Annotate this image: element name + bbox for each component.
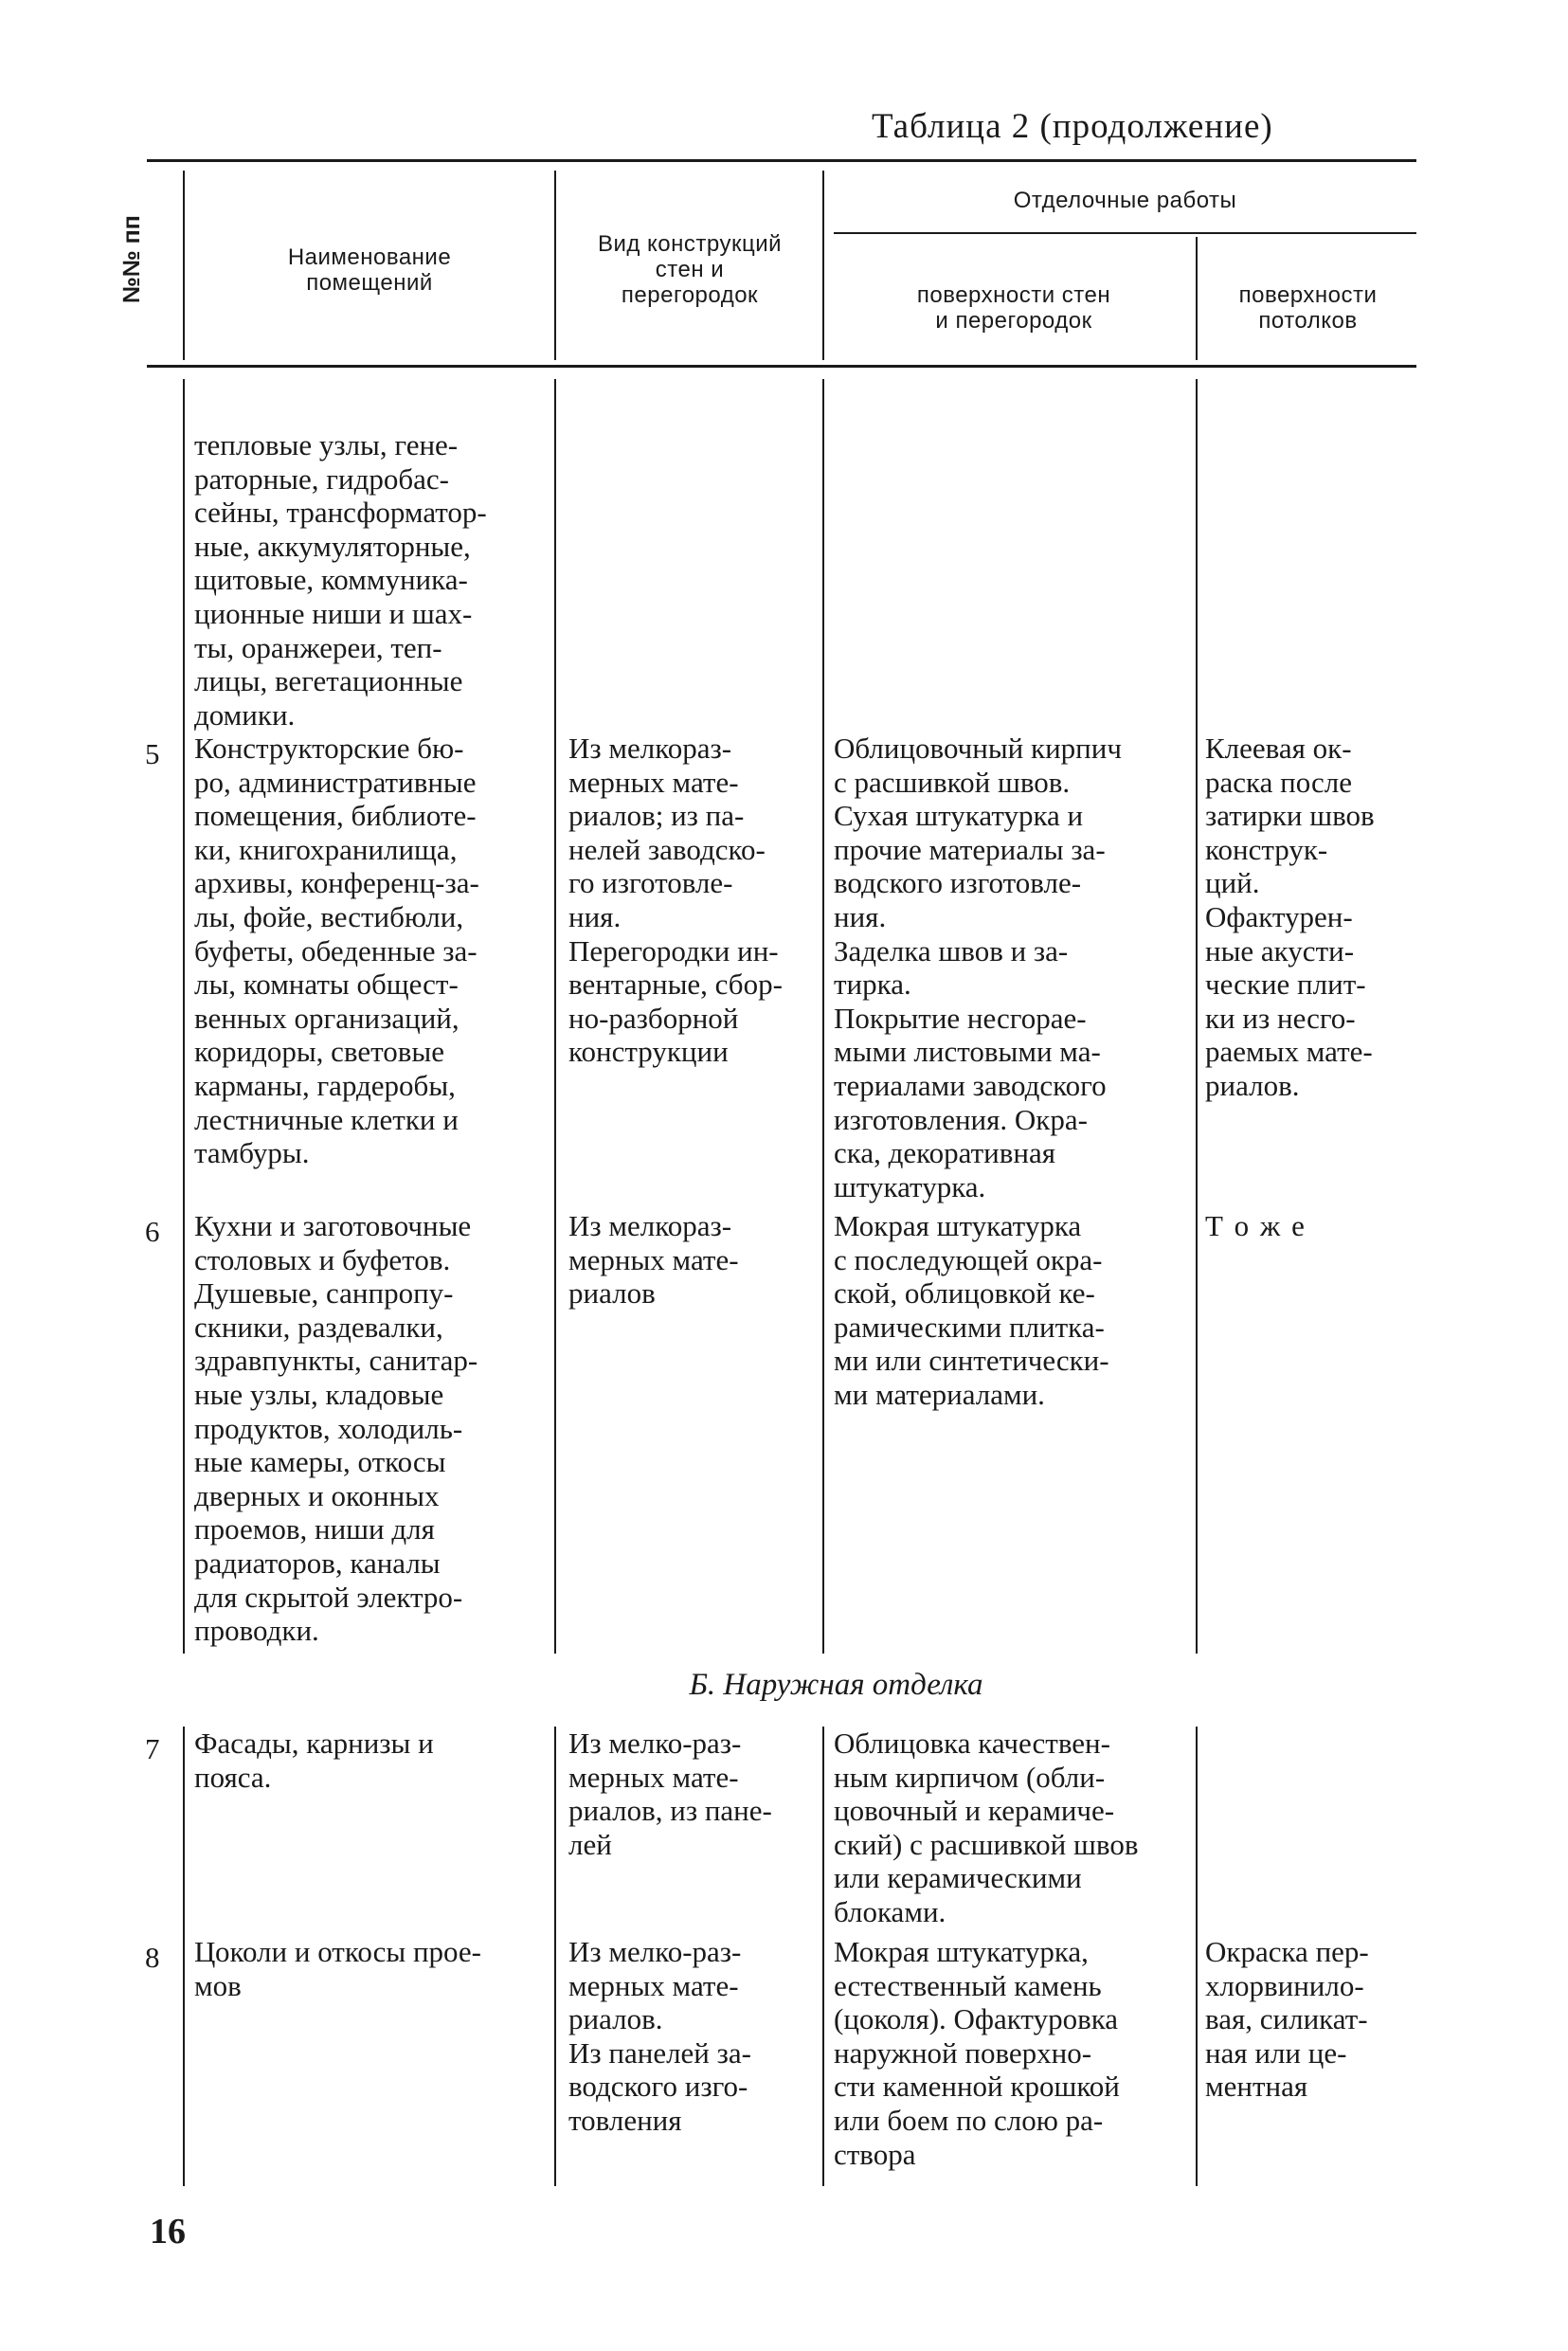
row-7-number: 7: [145, 1732, 160, 1765]
b-divider-2: [554, 1727, 556, 2186]
header-name: Наименование помещений: [287, 244, 452, 296]
header-walls: поверхности стен и перегородок: [916, 282, 1111, 334]
body-divider-2: [554, 379, 556, 1654]
row-5-ceilings: Клеевая ок- раска после затирки швов конструк- ций. Офактурен- ные акусти- ческие плит- ки из несго- раемых мате- риалов.: [1205, 732, 1375, 1102]
row-6-walls: Мокрая штукатурка с последующей окра- ской, облицовкой ке- рамическими плитка- ми или синтетически- ми материалами.: [834, 1209, 1109, 1411]
row-6-number: 6: [145, 1215, 160, 1248]
table-caption: Таблица 2 (продолжение): [872, 107, 1273, 146]
row-8-name: Цоколи и откосы прое- мов: [194, 1935, 481, 2002]
row-5-walls: Облицовочный кирпич с расшивкой швов. Сухая штукатурка и прочие материалы за- водского изготовле- ния. Заделка швов и за- тирка. Покрытие несгорае- мыми листовыми ма- териалами заводского изготовления. Окра- ска, декоративная штукатурка.: [834, 732, 1122, 1203]
row-7-construction: Из мелко-раз- мерных мате- риалов, из пане- лей: [568, 1727, 772, 1861]
row-8-construction: Из мелко-раз- мерных мате- риалов. Из панелей за- водского изго- товления: [568, 1935, 751, 2137]
row-8-ceilings: Окраска пер- хлорвинило- вая, силикат- ная или це- ментная: [1205, 1935, 1369, 2104]
section-b-title: Б. Наружная отделка: [689, 1668, 983, 1702]
row-7-walls: Облицовка качествен- ным кирпичом (обли- цовочный и керамиче- ский) с расшивкой швов или керамическими блоками.: [834, 1727, 1139, 1928]
row-7-name: Фасады, карнизы и пояса.: [194, 1727, 434, 1794]
header-bottom-rule: [147, 365, 1416, 368]
row-5-construction: Из мелкораз- мерных мате- риалов; из па- нелей заводско- го изготовле- ния. Перегородки ин- вентарные, сбор- но-разборной конструкции: [568, 732, 783, 1069]
row-8-walls: Мокрая штукатурка, естественный камень (цоколя). Офактуровка наружной поверхно- сти каменной крошкой или боем по слою ра- створа: [834, 1935, 1120, 2171]
row-8-number: 8: [145, 1941, 160, 1974]
finishing-group-rule: [834, 232, 1416, 234]
header-divider-2: [554, 171, 556, 360]
header-divider-4: [1196, 237, 1198, 360]
page-number: 16: [150, 2212, 186, 2252]
header-ceilings: поверхности потолков: [1238, 282, 1378, 334]
row-6-construction: Из мелкораз- мерных мате- риалов: [568, 1209, 739, 1311]
header-construction: Вид конструкций стен и перегородок: [597, 231, 783, 308]
body-divider-1: [183, 379, 185, 1654]
header-divider-1: [183, 171, 185, 360]
b-divider-1: [183, 1727, 185, 2186]
header-row-number: №№ пп: [118, 215, 145, 303]
b-divider-3: [822, 1727, 824, 2186]
row-5-number: 5: [145, 737, 160, 770]
row-5-name: Конструкторские бю- ро, административные помещения, библиоте- ки, книгохранилища, архивы, конференц-за- лы, фойе, вестибюли, буфеты, обеденные за- лы, комнаты общест- венных организаций, коридоры, световые карманы, гардеробы, лестничные клетки и тамбуры.: [194, 732, 479, 1170]
header-divider-3: [822, 171, 824, 360]
b-divider-4: [1196, 1727, 1198, 2186]
body-divider-4: [1196, 379, 1198, 1654]
body-divider-3: [822, 379, 824, 1654]
header-finishing-works: Отделочные работы: [1013, 188, 1237, 213]
continued-row-name: тепловые узлы, гене- раторные, гидробас- сейны, трансформатор- ные, аккумуляторные, щитовые, коммуника- ционные ниши и шах- ты, оранжереи, теп- лицы, вегетационные домики.: [194, 428, 487, 732]
row-6-name: Кухни и заготовочные столовых и буфетов. Душевые, санпропу- скники, раздевалки, здравпункты, санитар- ные узлы, кладовые продуктов, холодиль- ные камеры, откосы дверных и оконных проемов, ниши для радиаторов, каналы для скрытой электро- проводки.: [194, 1209, 478, 1648]
header-top-rule: [147, 159, 1416, 162]
row-6-ceilings: Т о ж е: [1205, 1209, 1307, 1242]
